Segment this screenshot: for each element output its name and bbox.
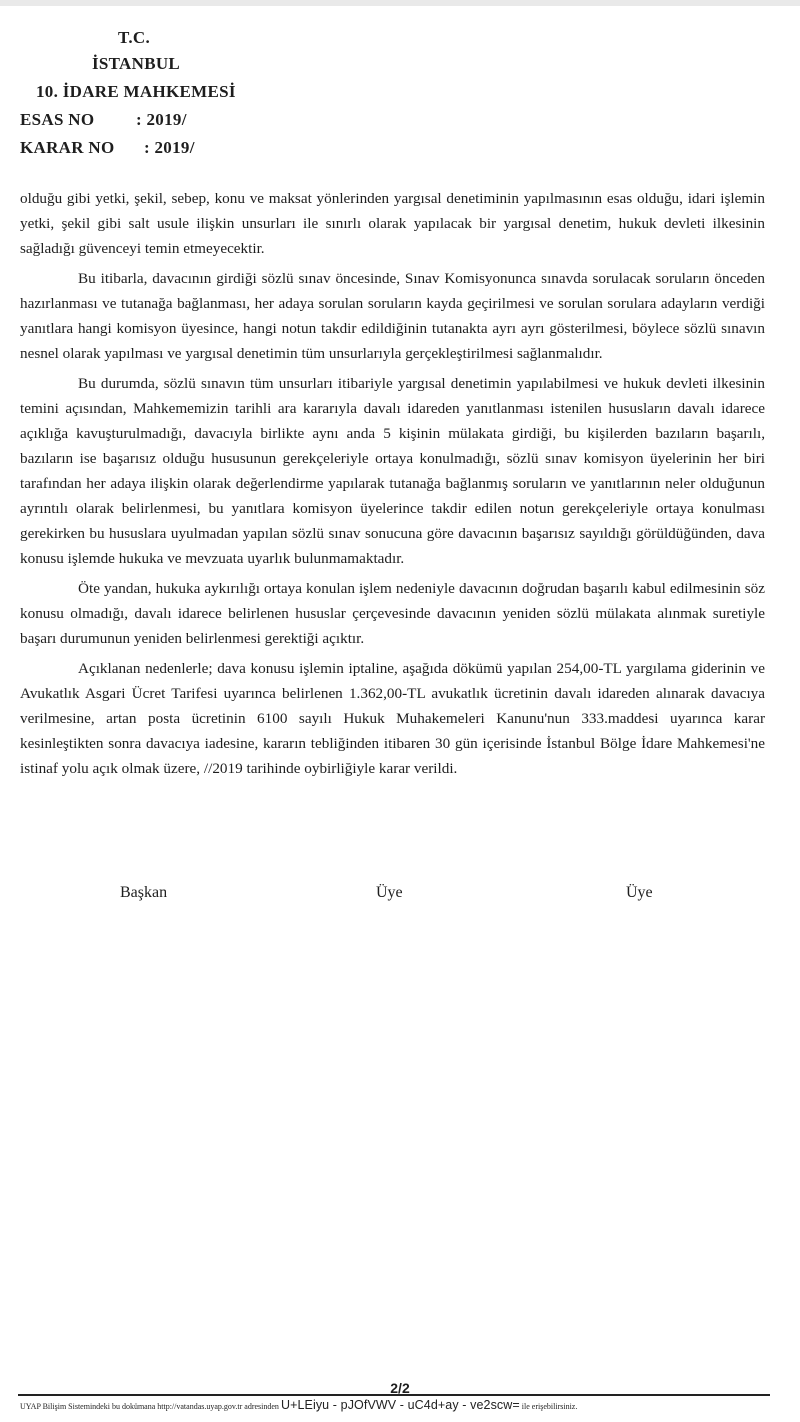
court-heading: 10. İDARE MAHKEMESİ (36, 82, 236, 101)
footer-divider (18, 1394, 770, 1396)
page-top-edge (0, 0, 800, 6)
country-heading: T.C. (118, 28, 151, 47)
signature-member-1: Üye (376, 884, 403, 901)
signature-member-2: Üye (626, 884, 653, 901)
paragraph-re-examination: Öte yandan, hukuka aykırılığı ortaya konulan işlem nedeniyle davacının doğrudan başarılı kabul edilmesinin söz konusu olmadığı, davalı idarece belirlenen hususlar çerçevesinde davacının yeniden sözlü mülakata alınmak suretiyle başarı durumunun yeniden belirlenmesi gerektiği açıktır. (20, 580, 765, 647)
footer-suffix: ile erişebilirsiniz. (521, 1402, 578, 1411)
paragraph-oral-exam-requirements: Bu itibarla, davacının girdiği sözlü sınav öncesinde, Sınav Komisyonunca sınavda sorulacak soruların önceden hazırlanması ve tutanağa bağlanması, her adaya sorulan soruların kayda geçirilmesi ve sorulan sorulara adayların verdiği yanıtlara hangi komisyon üyesince, hangi notun takdir edildiğinin tutanakta ayrı ayrı gösterilmesi, böylece sözlü sınavın nesnel olarak yapılması ve yargısal denetimin tüm unsurlarıyla gerçekleştirilmesi sağlanmalıdır. (20, 270, 765, 362)
page-number: 2/2 (390, 1380, 410, 1396)
karar-number-label: KARAR NO (20, 138, 115, 157)
footer-verification (20, 1398, 780, 1414)
signature-president: Başkan (120, 884, 168, 901)
verification-code: U+LEiyu - pJOfVWV - uC4d+ay - ve2scw= (280, 1398, 520, 1412)
esas-number-value: : 2019/ (136, 110, 187, 129)
esas-number-row (20, 110, 187, 130)
city-heading: İSTANBUL (92, 54, 181, 73)
karar-number-row (20, 138, 195, 158)
esas-number-label: ESAS NO (20, 110, 95, 129)
paragraph-assessment: Bu durumda, sözlü sınavın tüm unsurları itibariyle yargısal denetimin yapılabilmesi ve hukuk devleti ilkesinin temini açısından, Mahkememizin tarihli ara kararıyla davalı idareden yanıtlanması istenilen hususların davalı idarece açıklığa kavuşturulmadığı, davacıyla birlikte aynı anda 5 kişinin mülakata girdiği, bu kişilerden bazıların başarılı, bazıların ise başarısız olduğu hususunun gerekçeleriyle ortaya konulmadığı, sözlü sınav komisyon üyelerinin her biri tarafından her adaya ilişkin olarak değerlendirme yapılarak tutanağa bağlanmış soruların ve yanıtlarının neler olduğunun ayrıntılı olarak belirlenmesi, bu yanıtlara komisyon üyelerince takdir edilen notun gerekçeleriyle ortaya konulması gerekirken bu hususlara uyulmadan yapılan sözlü sınav sonucuna göre davacının başarısız sayıldığı görüldüğünden, dava konusu işlemde hukuka ve mevzuata uyarlık bulunmamaktadır. (20, 375, 765, 567)
footer-prefix: UYAP Bilişim Sistemindeki bu dokümana http://vatandas.uyap.gov.tr adresinden (20, 1402, 279, 1411)
paragraph-continuation: olduğu gibi yetki, şekil, sebep, konu ve maksat yönlerinden yargısal denetiminin yapılmasının esas olduğu, idari işlemin yetki, şekil gibi salt usule ilişkin unsurları ile sınırlı olarak yapılacak bir yargısal denetim, hukuk devleti ilkesinin sağladığı güvenceyi temin etmeyecektir. (20, 190, 765, 257)
paragraph-verdict: Açıklanan nedenlerle; dava konusu işlemin iptaline, aşağıda dökümü yapılan 254,00-TL yargılama giderinin ve Avukatlık Asgari Ücret Tarifesi uyarınca belirlenen 1.362,00-TL avukatlık ücretinin davalı idareden alınarak davacıya verilmesine, artan posta ücretinin 6100 sayılı Hukuk Muhakemeleri Kanunu'nun 333.maddesi uyarınca karar kesinleştikten sonra davacıya iadesine, kararın tebliğinden itibaren 30 gün içerisinde İstanbul Bölge İdare Mahkemesi'ne istinaf yolu açık olmak üzere, //2019 tarihinde oybirliğiyle karar verildi. (20, 660, 765, 777)
karar-number-value: : 2019/ (144, 138, 195, 157)
decision-body (20, 186, 765, 786)
